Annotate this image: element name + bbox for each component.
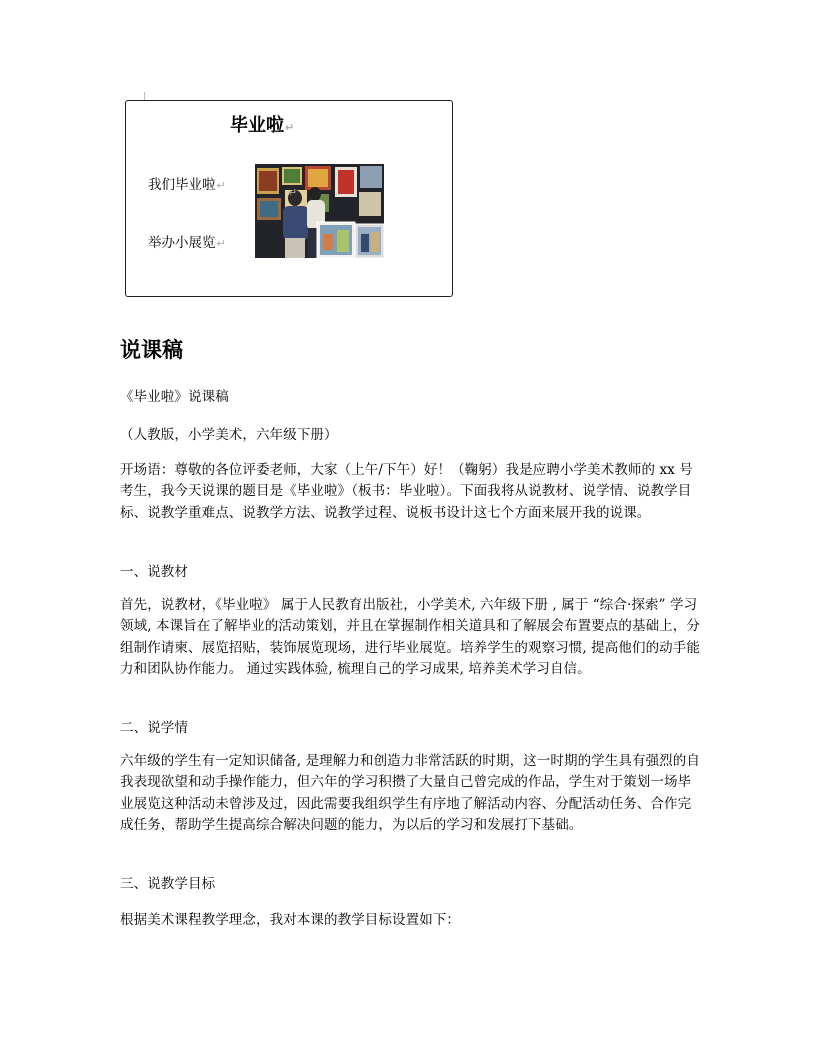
section-heading-students: 二、说学情 — [120, 720, 188, 736]
exhibition-photo — [255, 164, 384, 258]
return-mark-icon: ↵ — [288, 186, 298, 199]
paragraph-opening: 开场语：尊敬的各位评委老师，大家（上午/下午）好！（鞠躬）我是应聘小学美术教师的 xx 号考生，我今天说课的题目是《毕业啦》（板书：毕业啦）。下面我将从说教材、说学情、说教学目标、说教学重难点、说教学方法、说教学过程、说板书设计这七个方面来展开我的说课。 — [120, 462, 693, 521]
section-heading-textbook: 一、说教材 — [120, 564, 188, 580]
slide-line-graduation: 我们毕业啦↵ — [148, 177, 226, 193]
paragraph-title: 《毕业啦》说课稿 — [120, 389, 229, 405]
paragraph-students: 六年级的学生有一定知识储备, 是理解力和创造力非常活跃的时期，这一时期的学生具有强烈的自我表现欲望和动手操作能力，但六年的学习积攒了大量自己曾完成的作品，学生对于策划一场毕业展览这种活动未曾涉及过，因此需要我组织学生有序地了解活动内容、分配活动任务、合作完成任务，帮助学生提高综合解决问题的能力，为以后的学习和发展打下基础。 — [120, 753, 700, 833]
slide-title: 毕业啦↵ — [230, 115, 295, 136]
slide-line-exhibition: 举办小展览↵ — [148, 235, 226, 251]
return-mark-icon: ↵ — [216, 237, 226, 250]
section-heading-objectives: 三、说教学目标 — [120, 876, 216, 892]
return-mark-icon: ↵ — [285, 121, 295, 134]
paragraph-objectives: 根据美术课程教学理念，我对本课的教学目标设置如下： — [120, 912, 460, 928]
document-heading: 说课稿 — [120, 338, 183, 362]
paragraph-textbook: 首先，说教材，《毕业啦》 属于人民教育出版社，小学美术, 六年级下册 , 属于 “综合·探索” 学习领域, 本课旨在了解毕业的活动策划，并且在掌握制作相关道具和了解展会布置要点的基础上，分组制作请柬、展览招贴，装饰展览现场，进行毕业展览。培养学生的观察习惯, 提高他们的动手能力和团队协作能力。 通过实践体验, 梳理自己的学习成果, 培养美术学习自信。 — [120, 597, 700, 677]
return-mark-icon: ↵ — [216, 179, 226, 192]
paragraph-edition: （人教版，小学美术，六年级下册） — [120, 427, 338, 443]
